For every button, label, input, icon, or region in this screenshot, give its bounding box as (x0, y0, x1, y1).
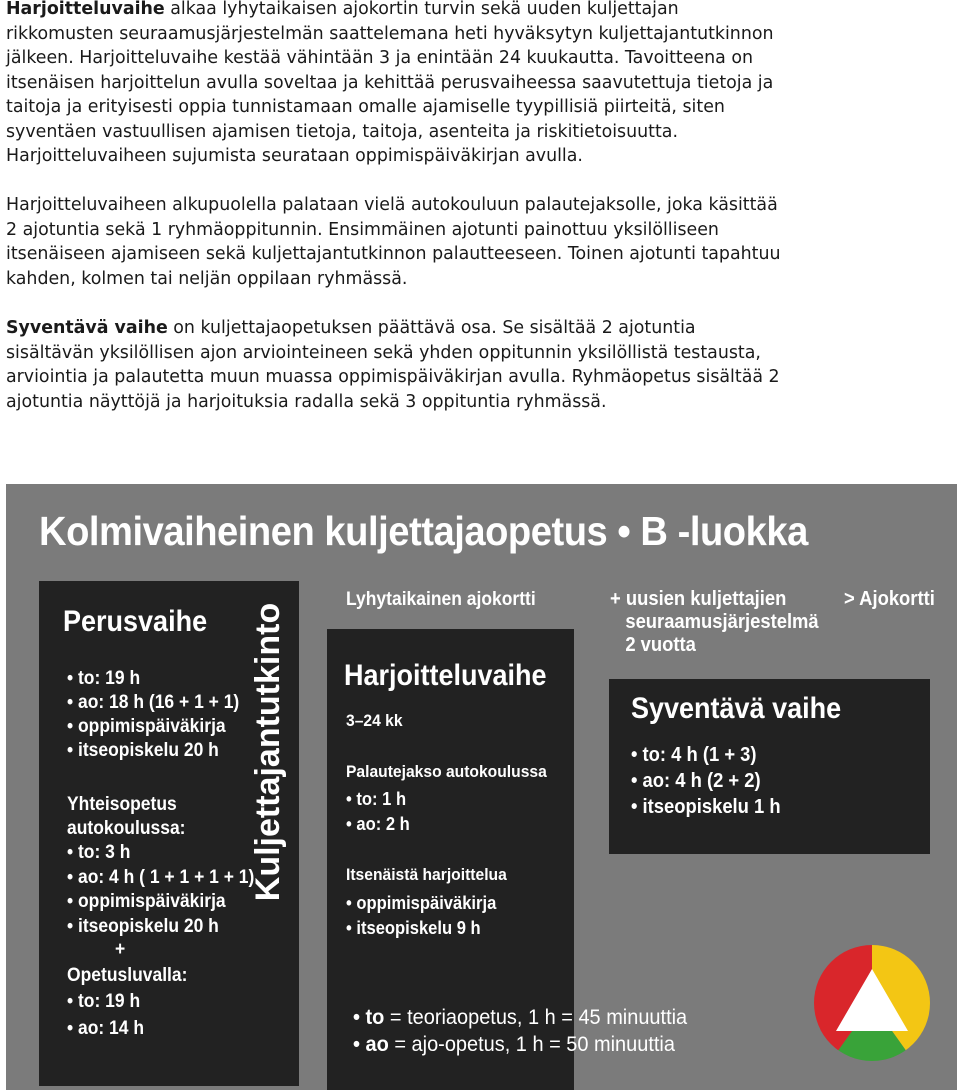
text-line: Harjoitteluvaiheen sujumista seurataan oppimispäiväkirjan avulla. (6, 146, 583, 166)
text-line: jälkeen. Harjoitteluvaihe kestää vähintään 3 ja enintään 24 kuukautta. Tavoitteena on (6, 48, 753, 68)
text-line: kahden, kolmen tai neljän oppilaan ryhmässä. (6, 268, 408, 289)
text-line: taitoja ja erityisesti oppia tunnistamaan omalle ajamiselle tyypillisiä piirteitä, siten (6, 97, 725, 117)
list-item: • ao: 4 h (2 + 2) (631, 770, 761, 792)
infographic (6, 484, 957, 1090)
kuljettajantutkinto-vertical-label: Kuljettajantutkinto (249, 602, 287, 902)
legend-key: • ao (353, 1033, 389, 1056)
list-item: • itseopiskelu 9 h (346, 918, 481, 938)
list-item: • oppimispäiväkirja (67, 716, 226, 737)
opetusluvalla-label: Opetusluvalla: (67, 965, 188, 986)
label-seuraamusjarjestelma (610, 588, 819, 657)
paragraph-syventava-vaihe (6, 316, 956, 414)
text-line: on kuljettajaopetuksen päättävä osa. Se sisältää 2 ajotuntia (167, 318, 696, 338)
list-item: • itseopiskelu 20 h (67, 915, 219, 937)
bold-harjoitteluvaihe: Harjoitteluvaihe (6, 0, 165, 19)
perusvaihe-list (67, 667, 254, 763)
legend-ao (353, 1031, 687, 1058)
list-item: • itseopiskelu 1 h (631, 796, 781, 818)
harjoitteluvaihe-duration: 3–24 kk (346, 711, 403, 730)
list-item: • ao: 2 h (346, 814, 410, 834)
text-line: syventäen vastuullisen ajamisen tietoja, taitoja, asenteita ja riskitietoisuutta. (6, 121, 678, 142)
panel-syventava-vaihe (609, 679, 930, 854)
label-ajokortti: > Ajokortti (844, 588, 935, 610)
label-line: Yhteisopetus (67, 794, 177, 815)
label-line: 2 vuotta (610, 634, 696, 656)
harjoitteluvaihe-title: Harjoitteluvaihe (344, 659, 547, 692)
text-line: rikkomusten seuraamusjärjestelmän saattelemana heti hyväksytyn kuljettajantutkinnon (6, 23, 774, 44)
list-item: • oppimispäiväkirja (346, 893, 497, 913)
text-line: arviointia ja palautetta muun muassa oppimispäiväkirjan avulla. Ryhmäopetus sisältää 2 (6, 367, 780, 387)
label-line: autokoulussa: (67, 818, 186, 839)
tricolor-triangle-logo-icon (812, 943, 932, 1063)
legend-text: = ajo-opetus, 1 h = 50 minuuttia (388, 1033, 675, 1056)
infographic-title: Kolmivaiheinen kuljettajaopetus • B -luokka (39, 508, 808, 554)
syventava-vaihe-list (631, 742, 794, 820)
list-item: • ao: 18 h (16 + 1 + 1) (67, 692, 240, 713)
list-item: • to: 3 h (67, 842, 131, 863)
label-lyhytaikainen-ajokortti: Lyhytaikainen ajokortti (346, 589, 536, 610)
label-line: + uusien kuljettajien (610, 588, 787, 610)
list-item: • to: 19 h (67, 668, 141, 689)
legend-to (353, 1004, 687, 1031)
itsenainen-harjoittelu-list (346, 891, 509, 941)
opetusluvalla-list (67, 988, 151, 1042)
yhteisopetus-list (67, 841, 271, 939)
text-line: itsenäiseen ajamiseen sekä kuljettajantutkinnon palautteeseen. Toinen ajotunti tapahtuu (6, 244, 781, 264)
perusvaihe-title: Perusvaihe (63, 605, 208, 638)
legend (353, 1004, 705, 1058)
legend-key: • to (353, 1006, 385, 1029)
list-item: • ao: 14 h (67, 1018, 145, 1039)
list-item: • to: 4 h (1 + 3) (631, 744, 757, 766)
bold-syventava-vaihe: Syventävä vaihe (6, 318, 168, 338)
label-line: seuraamusjärjestelmä (610, 611, 819, 633)
text-line: ajotuntia näyttöjä ja harjoituksia radalla sekä 3 oppituntia ryhmässä. (6, 391, 607, 412)
syventava-vaihe-title: Syventävä vaihe (631, 692, 842, 725)
palautejakso-label: Palautejakso autokoulussa (346, 762, 547, 781)
legend-text: = teoriaopetus, 1 h = 45 minuuttia (384, 1006, 688, 1029)
list-item: • oppimispäiväkirja (67, 891, 226, 912)
text-line: 2 ajotuntia sekä 1 ryhmäoppitunnin. Ensimmäinen ajotunti painottuu yksilölliseen (6, 219, 719, 240)
list-item: • ao: 4 h ( 1 + 1 + 1 + 1) (67, 866, 255, 888)
text-line: sisältävän yksilöllisen ajon arviointeineen sekä yhden oppitunnin yksilöllistä testausta, (6, 342, 761, 363)
text-line: itsenäisen harjoittelun avulla soveltaa ja kehittää perusvaiheessa saavutettuja tietoja ja (6, 72, 774, 93)
palautejakso-list (346, 787, 415, 837)
list-item: • itseopiskelu 20 h (67, 740, 219, 761)
paragraph-harjoitteluvaihe (6, 0, 956, 169)
plus-sign: + (115, 939, 126, 960)
text-line: Harjoitteluvaiheen alkupuolella palataan vielä autokouluun palautejaksolle, joka käsittää (6, 195, 778, 215)
paragraph-palautejakso (6, 193, 956, 291)
text-line: alkaa lyhytaikaisen ajokortin turvin sekä uuden kuljettajan (164, 0, 679, 19)
yhteisopetus-label (67, 793, 186, 841)
list-item: • to: 19 h (67, 991, 141, 1012)
itsenainen-harjoittelu-label: Itsenäistä harjoittelua (346, 865, 507, 884)
list-item: • to: 1 h (346, 789, 407, 809)
